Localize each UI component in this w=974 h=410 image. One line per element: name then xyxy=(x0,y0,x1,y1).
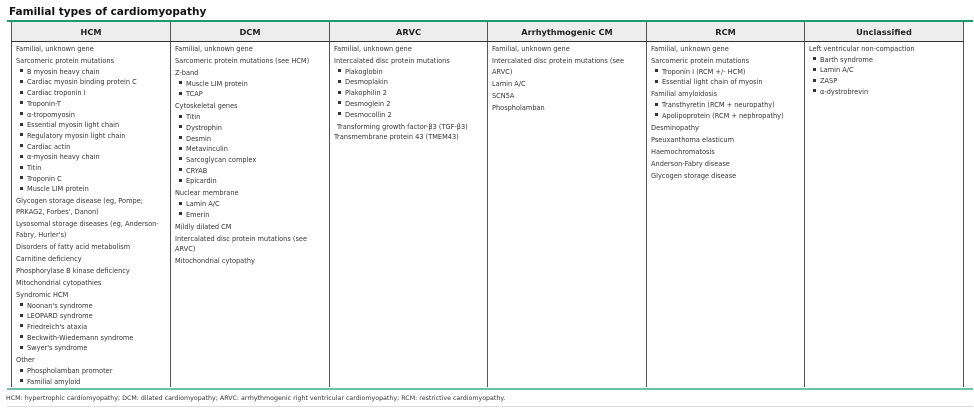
category-item xyxy=(492,79,643,90)
bullet-item xyxy=(16,163,167,174)
bullet-icon xyxy=(179,202,182,205)
category-item xyxy=(809,44,960,98)
bullet-label: Essential myosin light chain xyxy=(27,121,120,130)
bullet-item xyxy=(175,199,326,210)
category-item xyxy=(651,159,801,170)
category-label: Familial, unknown gene xyxy=(175,45,253,53)
bullet-label: Friedreich's ataxia xyxy=(27,322,88,331)
bullet-icon xyxy=(338,112,341,115)
category-item xyxy=(16,355,167,387)
bullet-icon xyxy=(20,101,23,104)
bullet-icon xyxy=(20,379,23,382)
category-label: SCN5A xyxy=(492,91,515,100)
bullet-icon xyxy=(20,69,23,72)
category-item xyxy=(175,68,326,100)
bullet-icon xyxy=(179,147,182,150)
category-label: Familial, unknown gene xyxy=(492,45,570,53)
category-item xyxy=(16,219,167,240)
bullet-item xyxy=(334,77,484,88)
category-item xyxy=(651,56,801,88)
category-label: Z-band xyxy=(175,69,199,77)
bullet-icon xyxy=(179,212,182,215)
bullet-icon xyxy=(20,144,23,147)
category-item xyxy=(16,278,167,289)
cell-arrhythmogenic-cm xyxy=(488,42,647,388)
category-label: Left ventricular non-compaction xyxy=(809,45,915,53)
bullet-icon xyxy=(20,346,23,349)
bullet-label: ZASP xyxy=(820,77,838,86)
category-item xyxy=(334,132,484,143)
bullet-label: Apolipoprotein (RCM + nephropathy) xyxy=(662,111,784,120)
bullet-label: Plakoglobin xyxy=(345,67,383,76)
bullet-icon xyxy=(20,303,23,306)
category-label: Desminopathy xyxy=(651,123,699,132)
bullet-icon xyxy=(338,80,341,83)
category-item xyxy=(334,44,484,55)
bullet-icon xyxy=(655,69,658,72)
category-item xyxy=(492,103,643,114)
bullet-item xyxy=(16,110,167,121)
bullet-icon xyxy=(338,101,341,104)
bullet-icon xyxy=(813,79,816,82)
category-label: Sarcomeric protein mutations xyxy=(651,57,750,65)
category-label: Phospholamban xyxy=(492,103,545,112)
bullet-item xyxy=(16,343,167,354)
bullet-item xyxy=(16,174,167,185)
category-label: Phosphorylase B kinase deficiency xyxy=(16,266,130,275)
bullet-item xyxy=(16,88,167,99)
bullet-icon xyxy=(20,80,23,83)
bullet-icon xyxy=(338,91,341,94)
bullet-label: Lamin A/C xyxy=(820,66,854,75)
bullet-item xyxy=(809,55,960,66)
bullet-item xyxy=(16,67,167,78)
bullet-item xyxy=(175,176,326,187)
category-item xyxy=(175,188,326,220)
bullet-icon xyxy=(655,113,658,116)
category-item xyxy=(16,56,167,195)
bullet-label: Cardiac myosin binding protein C xyxy=(27,78,137,87)
category-label: Pseuxanthoma elasticum xyxy=(651,135,735,144)
bullet-item xyxy=(16,322,167,333)
bullet-label: Desmoglein 2 xyxy=(345,99,391,108)
bullet-icon xyxy=(179,168,182,171)
cell-dcm xyxy=(171,42,330,388)
category-item xyxy=(651,171,801,182)
bullet-label: Epicardin xyxy=(186,177,217,186)
bullet-label: α-tropomyosin xyxy=(27,110,75,119)
category-label: Transforming growth factor-β3 (TGF-β3) xyxy=(337,122,468,131)
bullet-item xyxy=(651,100,801,111)
bullet-icon xyxy=(813,68,816,71)
bullet-label: Troponin C xyxy=(27,174,62,183)
category-item xyxy=(334,56,484,120)
category-label: Syndromic HCM xyxy=(16,290,69,299)
bullet-icon xyxy=(20,324,23,327)
bullet-icon xyxy=(20,91,23,94)
bullet-item xyxy=(16,99,167,110)
column-header-arrhythmogenic-cm: Arrhythmogenic CM xyxy=(488,22,647,42)
body-row xyxy=(12,42,964,388)
cell-rcm xyxy=(647,42,805,388)
category-label: Familial amyloidosis xyxy=(651,90,718,99)
category-label: Disorders of fatty acid metabolism xyxy=(16,242,131,251)
cell-unclassified xyxy=(805,42,964,388)
bullet-label: B myosin heavy chain xyxy=(27,67,100,76)
bullet-label: Plakophilin 2 xyxy=(345,89,387,98)
bullet-icon xyxy=(20,123,23,126)
bullet-icon xyxy=(20,112,23,115)
bullet-icon xyxy=(20,369,23,372)
category-item xyxy=(651,89,801,121)
category-label: Lamin A/C xyxy=(492,79,526,88)
bullet-icon xyxy=(655,80,658,83)
bullet-label: Muscle LIM protein xyxy=(186,79,248,88)
bullet-icon xyxy=(338,69,341,72)
category-label: Transmembrane protein 43 (TMEM43) xyxy=(334,133,459,142)
category-label: Glycogen storage disease (eg, Pompe; PRKAG2, Forbes', Danon) xyxy=(16,197,143,217)
category-label: Mildly dilated CM xyxy=(175,222,232,231)
category-label: Familial, unknown gene xyxy=(334,45,412,53)
bullet-label: Desmocollin 2 xyxy=(345,110,392,119)
category-label: Intercalated disc protein mutations xyxy=(334,57,450,65)
column-header-unclassified: Unclassified xyxy=(805,22,964,42)
bullet-label: Desmoplakin xyxy=(345,78,388,87)
bullet-label: CRYAB xyxy=(186,166,208,175)
footnote: HCM: hypertrophic cardiomyopathy; DCM: dilated cardiomyopathy; ARVC: arrhythmogenic right ventricular cardiomyopathy; RCM: restrictive cardiomyopathy. xyxy=(6,395,506,402)
cell-arvc xyxy=(330,42,488,388)
category-label: Lysosomal storage diseases (eg, Anderson-Fabry, Hurler's) xyxy=(16,220,159,239)
bullet-label: Troponin I (RCM +/- HCM) xyxy=(662,67,746,76)
category-label: Intercalated disc protein mutations (see ARVC) xyxy=(492,57,625,76)
category-label: Haemochromatosis xyxy=(651,147,715,156)
cardiomyopathy-table xyxy=(11,22,964,387)
footnote-divider xyxy=(7,406,973,407)
bullet-label: Titin xyxy=(186,113,201,122)
category-item xyxy=(175,101,326,187)
bullet-item xyxy=(334,99,484,110)
category-item xyxy=(16,266,167,277)
bullet-icon xyxy=(813,89,816,92)
bullet-item xyxy=(651,111,801,122)
bullet-item xyxy=(809,76,960,87)
bullet-label: Cardiac actin xyxy=(27,142,71,151)
bullet-item xyxy=(16,77,167,88)
bullet-label: Sarcoglycan complex xyxy=(186,155,257,164)
column-header-hcm: HCM xyxy=(12,22,171,42)
bullet-icon xyxy=(655,103,658,106)
category-item xyxy=(651,44,801,55)
bullet-item xyxy=(651,77,801,88)
bullet-icon xyxy=(20,187,23,190)
bullet-item xyxy=(175,155,326,166)
column-header-rcm: RCM xyxy=(647,22,805,42)
category-label: Mitochondrial cytopathy xyxy=(175,257,255,266)
bullet-item xyxy=(16,142,167,153)
bullet-label: Titin xyxy=(27,164,42,173)
bullet-label: Phospholamban promoter xyxy=(27,367,113,376)
category-item xyxy=(651,123,801,134)
category-item xyxy=(175,222,326,233)
bullet-label: Lamin A/C xyxy=(186,200,220,209)
category-item xyxy=(16,254,167,265)
category-item xyxy=(175,56,326,67)
category-item xyxy=(492,44,643,55)
bullet-label: TCAP xyxy=(186,90,203,99)
bullet-item xyxy=(16,301,167,312)
bullet-label: Desmin xyxy=(186,134,212,143)
bullet-icon xyxy=(179,81,182,84)
bullet-label: Noonan's syndrome xyxy=(27,301,93,310)
bullet-item xyxy=(334,88,484,99)
bullet-label: α-dystrobrevin xyxy=(820,87,869,96)
column-header-arvc: ARVC xyxy=(330,22,488,42)
bullet-item xyxy=(16,333,167,344)
bullet-label: Beckwith-Wiedemann syndrome xyxy=(27,333,134,342)
category-item xyxy=(175,256,326,267)
bullet-item xyxy=(809,65,960,76)
bullet-item xyxy=(175,134,326,145)
category-label: Mitochondrial cytopathies xyxy=(16,278,102,287)
category-item xyxy=(651,147,801,158)
category-item xyxy=(16,242,167,253)
category-label: Sarcomeric protein mutations xyxy=(16,57,115,65)
bullet-item xyxy=(16,311,167,322)
bullet-item xyxy=(175,210,326,221)
category-label: Cytoskeletal genes xyxy=(175,102,238,111)
category-label: Sarcomeric protein mutations (see HCM) xyxy=(175,57,310,65)
cell-hcm xyxy=(12,42,171,388)
bullet-label: Transthyretin (RCM + neuropathy) xyxy=(662,101,775,110)
bullet-item xyxy=(809,87,960,98)
bullet-item xyxy=(175,89,326,100)
bullet-item xyxy=(334,110,484,121)
bullet-icon xyxy=(179,125,182,128)
category-label: Other xyxy=(16,356,35,365)
bullet-label: Essential light chain of myosin xyxy=(662,78,763,87)
category-item xyxy=(175,234,326,255)
category-label: Familial, unknown gene xyxy=(16,45,94,53)
category-item xyxy=(334,122,484,133)
bullet-icon xyxy=(179,115,182,118)
table-title: Familial types of cardiomyopathy xyxy=(9,6,207,18)
bullet-icon xyxy=(20,335,23,338)
bullet-icon xyxy=(20,314,23,317)
bullet-icon xyxy=(813,57,816,60)
bullet-item xyxy=(16,152,167,163)
bullet-item xyxy=(175,123,326,134)
bullet-item xyxy=(16,377,167,388)
category-label: Familial, unknown gene xyxy=(651,45,729,53)
bottom-divider xyxy=(7,388,973,390)
bullet-icon xyxy=(179,136,182,139)
category-label: Nuclear membrane xyxy=(175,189,239,198)
bullet-icon xyxy=(20,133,23,136)
category-item xyxy=(16,196,167,217)
bullet-label: Metavinculin xyxy=(186,145,228,154)
bullet-label: Muscle LIM protein xyxy=(27,185,89,194)
bullet-item xyxy=(16,120,167,131)
category-item xyxy=(651,135,801,146)
column-header-dcm: DCM xyxy=(171,22,330,42)
bullet-label: α-myosin heavy chain xyxy=(27,153,100,162)
category-item xyxy=(16,44,167,55)
bullet-label: Barth syndrome xyxy=(820,55,873,64)
bullet-item xyxy=(175,112,326,123)
bullet-label: Dystrophin xyxy=(186,123,222,132)
bullet-icon xyxy=(20,155,23,158)
bullet-item xyxy=(16,131,167,142)
bullet-icon xyxy=(179,92,182,95)
bullet-icon xyxy=(179,179,182,182)
category-item xyxy=(492,56,643,77)
bullet-item xyxy=(651,67,801,78)
header-row xyxy=(12,22,964,42)
bullet-label: Cardiac troponin I xyxy=(27,89,86,98)
bullet-icon xyxy=(20,166,23,169)
category-label: Carnitine deficiency xyxy=(16,254,82,263)
category-label: Intercalated disc protein mutations (see ARVC) xyxy=(175,234,308,254)
bullet-label: LEOPARD syndrome xyxy=(27,312,93,321)
category-item xyxy=(16,290,167,354)
bullet-label: Emerin xyxy=(186,210,210,219)
bullet-item xyxy=(16,184,167,195)
bullet-item xyxy=(175,144,326,155)
bullet-item xyxy=(16,366,167,377)
category-item xyxy=(175,44,326,55)
bullet-item xyxy=(334,67,484,78)
bullet-label: Familial amyloid xyxy=(27,377,81,386)
category-label: Anderson-Fabry disease xyxy=(651,159,730,168)
category-label: Glycogen storage disease xyxy=(651,171,737,180)
bullet-label: Troponin-T xyxy=(27,99,61,108)
category-item xyxy=(492,91,643,102)
bullet-item xyxy=(175,79,326,90)
bullet-icon xyxy=(179,157,182,160)
bullet-label: Swyer's syndrome xyxy=(27,344,88,353)
bullet-icon xyxy=(20,176,23,179)
bullet-item xyxy=(175,166,326,177)
bullet-label: Regulatory myosin light chain xyxy=(27,131,126,140)
